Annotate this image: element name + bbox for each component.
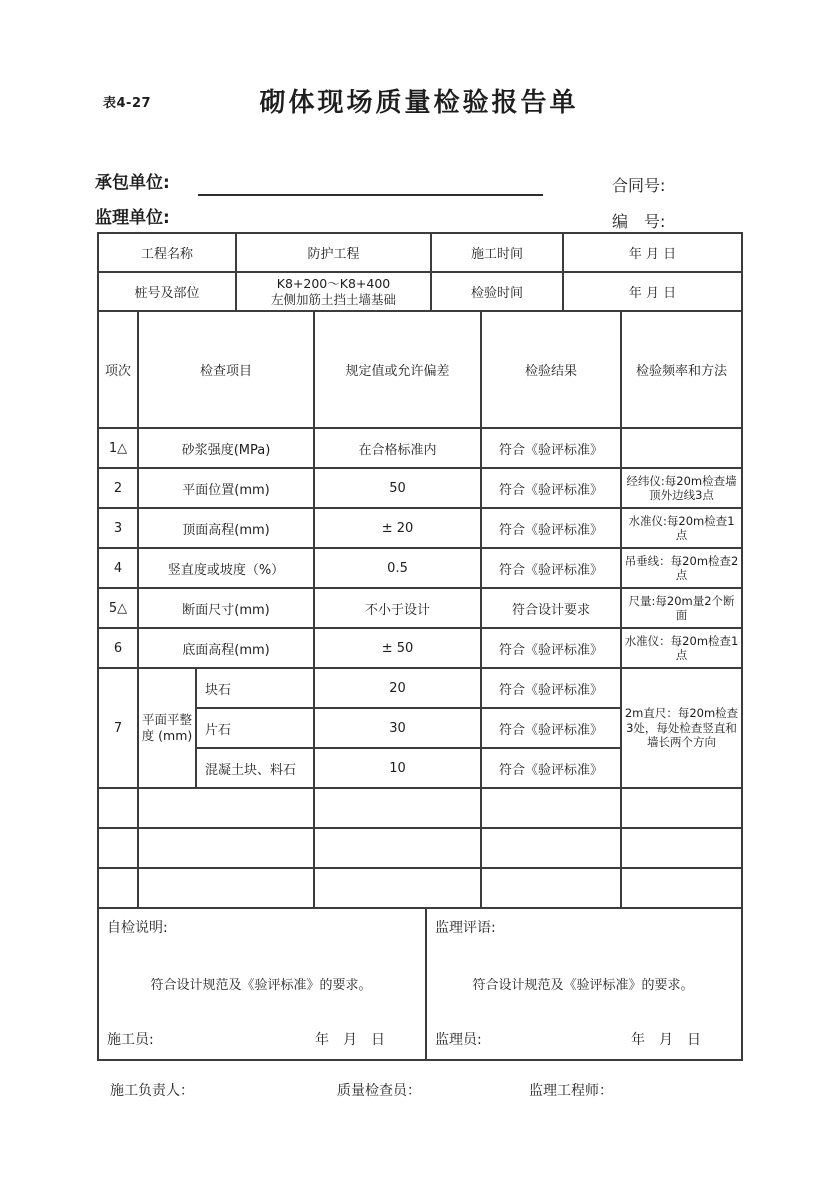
contractor-unit-fill-line	[198, 174, 543, 196]
inspection-result: 符合《验评标准》	[481, 748, 621, 788]
table-row	[98, 908, 742, 1060]
empty-cell	[481, 828, 621, 868]
check-item: 底面高程(mm)	[138, 628, 314, 668]
spec-value: 50	[314, 468, 481, 508]
item-no: 2	[98, 468, 138, 508]
quality-inspector-label: 质量检查员：	[337, 1083, 421, 1099]
empty-cell	[481, 868, 621, 908]
signature-footer	[97, 1080, 741, 1104]
item-no: 6	[98, 628, 138, 668]
table-row	[98, 628, 742, 668]
empty-cell	[138, 788, 314, 828]
inspection-result: 符合《验评标准》	[481, 668, 621, 708]
supervisor-comment-cell	[426, 908, 742, 1060]
item-no: 1△	[98, 428, 138, 468]
project-info-table	[97, 232, 743, 312]
col-header-check-item: 检查项目	[138, 311, 314, 428]
table-row	[98, 548, 742, 588]
check-item: 砂浆强度(MPa)	[138, 428, 314, 468]
station-value-line2: 左侧加筋土挡土墙基础	[270, 291, 396, 307]
frequency-method: 经纬仪:每20m检查墙顶外边线3点	[621, 468, 742, 508]
constructor-sign-label: 施工员:	[107, 1032, 154, 1048]
frequency-method: 2m直尺：每20m检查3处，每处检查竖直和墙长两个方向	[621, 668, 742, 788]
empty-cell	[98, 868, 138, 908]
empty-cell	[621, 868, 742, 908]
table-header-row	[98, 311, 742, 428]
inspection-result: 符合设计要求	[481, 588, 621, 628]
supervisor-unit-label: 监理单位:	[95, 208, 170, 228]
item-no: 4	[98, 548, 138, 588]
self-check-label: 自检说明:	[107, 920, 168, 936]
supervisor-date: 年 月 日	[631, 1032, 701, 1048]
check-sub-item: 混凝土块、料石	[196, 748, 314, 788]
check-sub-item: 块石	[196, 668, 314, 708]
self-check-cell	[98, 908, 426, 1060]
empty-cell	[314, 788, 481, 828]
form-tables	[97, 232, 741, 1061]
frequency-method: 水准仪：每20m检查1点	[621, 628, 742, 668]
item-no: 3	[98, 508, 138, 548]
inspection-result: 符合《验评标准》	[481, 548, 621, 588]
empty-cell	[481, 788, 621, 828]
check-item: 平面位置(mm)	[138, 468, 314, 508]
remarks-table	[97, 907, 743, 1061]
item-no: 7	[98, 668, 138, 788]
frequency-method	[621, 428, 742, 468]
project-name-label: 工程名称	[98, 233, 236, 272]
spec-value: ± 50	[314, 628, 481, 668]
empty-table-row	[98, 828, 742, 868]
page-title: 砌体现场质量检验报告单	[259, 88, 579, 118]
spec-value: 20	[314, 668, 481, 708]
frequency-method: 水准仪:每20m检查1点	[621, 508, 742, 548]
empty-cell	[314, 868, 481, 908]
empty-cell	[98, 788, 138, 828]
spec-value: ± 20	[314, 508, 481, 548]
check-item-group-label: 平面平整度 (mm)	[138, 668, 196, 788]
inspection-result: 符合《验评标准》	[481, 428, 621, 468]
table-row	[98, 508, 742, 548]
empty-table-row	[98, 868, 742, 908]
col-header-frequency: 检验频率和方法	[621, 311, 742, 428]
inspection-result: 符合《验评标准》	[481, 708, 621, 748]
spec-value: 10	[314, 748, 481, 788]
check-sub-item: 片石	[196, 708, 314, 748]
empty-table-row	[98, 788, 742, 828]
inspection-result: 符合《验评标准》	[481, 628, 621, 668]
project-name-value: 防护工程	[236, 233, 431, 272]
supervisor-comment-text: 符合设计规范及《验评标准》的要求。	[472, 977, 694, 993]
supervisor-comment-label: 监理评语:	[435, 920, 496, 936]
frequency-method: 吊垂线：每20m检查2点	[621, 548, 742, 588]
empty-cell	[621, 828, 742, 868]
station-label: 桩号及部位	[98, 272, 236, 311]
item-no: 5△	[98, 588, 138, 628]
empty-cell	[138, 828, 314, 868]
supervisor-sign-label: 监理员:	[435, 1032, 482, 1048]
empty-cell	[138, 868, 314, 908]
table-row	[98, 588, 742, 628]
station-value-line1: K8+200～K8+400	[276, 275, 391, 291]
empty-cell	[621, 788, 742, 828]
table-row	[98, 272, 742, 311]
inspection-time-value: 年 月 日	[563, 272, 742, 311]
station-value	[236, 272, 431, 311]
constructor-date: 年 月 日	[315, 1032, 385, 1048]
contractor-unit-label: 承包单位:	[95, 173, 170, 193]
inspection-result: 符合《验评标准》	[481, 468, 621, 508]
construction-time-value: 年 月 日	[563, 233, 742, 272]
table-row	[98, 468, 742, 508]
spec-value: 0.5	[314, 548, 481, 588]
inspection-items-table	[97, 310, 743, 909]
empty-cell	[98, 828, 138, 868]
empty-cell	[314, 828, 481, 868]
self-check-text: 符合设计规范及《验评标准》的要求。	[150, 977, 372, 993]
spec-value: 不小于设计	[314, 588, 481, 628]
serial-no-label: 编 号:	[612, 212, 666, 231]
check-item: 断面尺寸(mm)	[138, 588, 314, 628]
check-item: 顶面高程(mm)	[138, 508, 314, 548]
spec-value: 在合格标准内	[314, 428, 481, 468]
inspection-result: 符合《验评标准》	[481, 508, 621, 548]
table-row	[98, 233, 742, 272]
frequency-method: 尺量:每20m量2个断面	[621, 588, 742, 628]
contract-no-label: 合同号:	[612, 176, 666, 195]
table-row	[98, 428, 742, 468]
col-header-item-no: 项次	[98, 311, 138, 428]
table-row-group-7	[98, 668, 742, 708]
construction-time-label: 施工时间	[431, 233, 563, 272]
inspection-time-label: 检验时间	[431, 272, 563, 311]
supervising-engineer-label: 监理工程师：	[529, 1083, 613, 1099]
col-header-spec: 规定值或允许偏差	[314, 311, 481, 428]
spec-value: 30	[314, 708, 481, 748]
col-header-result: 检验结果	[481, 311, 621, 428]
check-item: 竖直度或坡度（%）	[138, 548, 314, 588]
construction-manager-label: 施工负责人：	[110, 1083, 194, 1099]
form-code: 表4-27	[103, 96, 152, 111]
